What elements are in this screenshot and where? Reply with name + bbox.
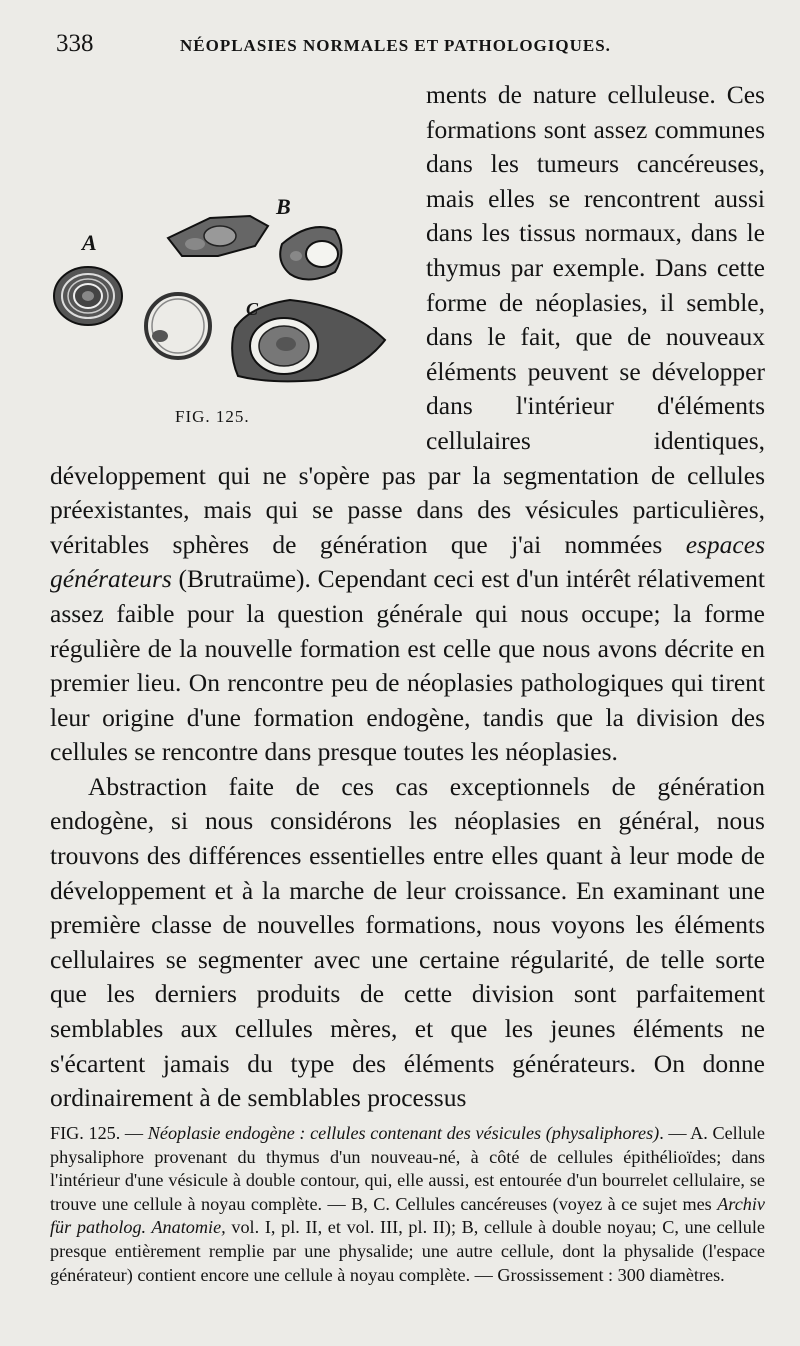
- paragraph-1-lead: ments de nature celluleuse. Ces formations sont assez communes dans les tumeurs cancéreuses, mais elles se rencontrent aussi dans les tissus normaux, dans le thymus par exemple. Dans cette forme de néoplasies, il semble, dans le fait, que de nouveaux éléments peuvent se développer dans l'intérieur d'éléments cellulaires identiques, développement qui ne s'opère pas par la segmentation de cellules préexistantes, mais qui se passe dans des vésicules particulières, véritables sphères de génération que j'ai nommées: [50, 80, 765, 559]
- figure-125: [50, 78, 420, 428]
- footnote-part-1: . — A. Cellule physaliphore provenant du thymus d'un nouveau-né, à côté de cellules épithélioïdes; dans l'intérieur d'une vésicule à double contour, qui, elle aussi, est entourée d'un bourrelet cellulaire, se trouve une cellule à noyau complète. — B, C. Cellules cancéreuses (voyez à ce sujet mes: [50, 1123, 765, 1214]
- footnote-archiv-ref: Archiv für patholog. Anatomie,: [50, 1193, 765, 1238]
- figure-label-a: A: [82, 230, 97, 255]
- running-head: NÉOPLASIES NORMALES ET PATHOLOGIQUES.: [180, 36, 611, 55]
- cell-b1-drawing: [168, 216, 268, 256]
- cell-b2-drawing: [280, 227, 341, 279]
- main-text: [50, 78, 765, 1116]
- paragraph-1-italic-term: espaces générateurs: [50, 529, 765, 594]
- figure-label-c: C: [246, 299, 259, 319]
- footnote-part-2: vol. I, pl. II, et vol. III, pl. II); B, cellule à double noyau; C, une cellule presque entièrement remplie par une physalide; une autre cellule, dont la physalide (l'espace générateur) contient encore une cellule à noyau complète. — Grossissement : 300 diamètres.: [50, 1217, 765, 1285]
- footnote-fig-ref: FIG. 125.: [50, 1123, 121, 1143]
- figure-caption: FIG. 125.: [175, 407, 250, 426]
- cell-illustration: [50, 78, 420, 428]
- figure-footnote: [50, 1122, 765, 1287]
- footnote-title: Néoplasie endogène : cellules contenant des vésicules (physaliphores): [147, 1123, 660, 1143]
- page-number: 338: [56, 30, 94, 57]
- paragraph-1-tail: (Brutraüme). Cependant ceci est d'un intérêt rélativement assez faible pour la question générale qui nous occupe; la forme régulière de la nouvelle formation est celle que nous avons décrite en premier lieu. On rencontre peu de néoplasies pathologiques qui tirent leur origine d'une formation endogène, tandis que la division des cellules se rencontre dans presque toutes les néoplasies.: [50, 564, 765, 767]
- cell-c1-drawing: [146, 294, 210, 358]
- paragraph-2: Abstraction faite de ces cas exceptionnels de génération endogène, si nous considérons les néoplasies en général, nous trouvons des différences essentielles entre elles quant à leur mode de développement et à la marche de leur croissance. En examinant une première classe de nouvelles formations, nous voyons les éléments cellulaires se segmenter avec une certaine régularité, de telle sorte que les derniers produits de cette division sont parfaitement semblables aux cellules mères, et que les jeunes éléments ne s'écartent jamais du type des éléments générateurs. On donne ordinairement à de semblables processus: [50, 771, 765, 1113]
- cell-a-drawing: [54, 267, 122, 325]
- page-header: [50, 30, 760, 70]
- figure-label-b: B: [276, 194, 291, 219]
- footnote-dash: —: [120, 1123, 148, 1143]
